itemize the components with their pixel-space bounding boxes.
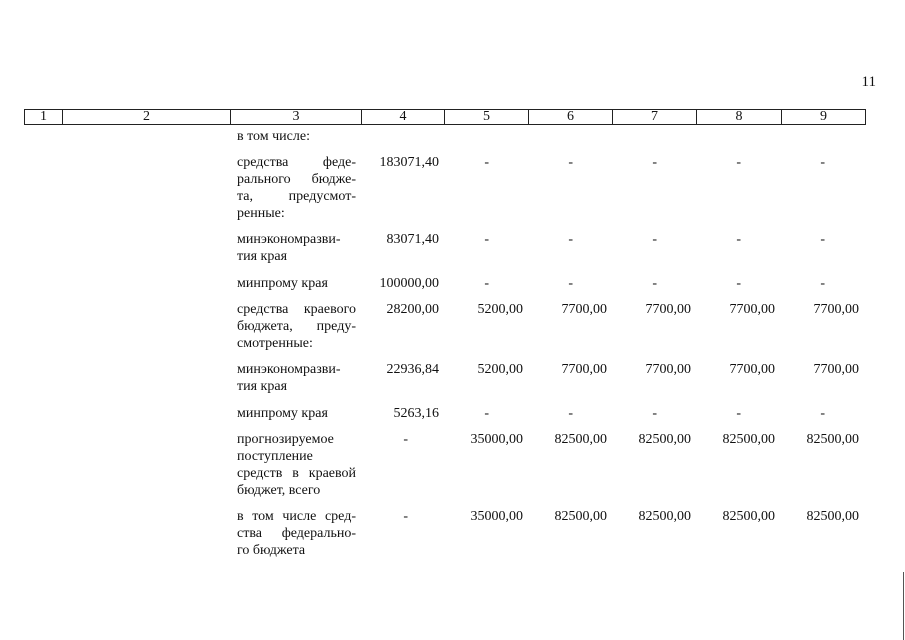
row-label-line: минэкономразви- [237, 362, 341, 377]
cell-col9: - [820, 155, 825, 170]
cell-col8: - [736, 232, 741, 247]
row-label [237, 405, 356, 422]
row-label [237, 431, 356, 499]
row-label-line: смотренные: [237, 336, 313, 351]
cell-col9: - [820, 406, 825, 421]
row-label-line: минпрому края [237, 276, 328, 291]
header-cell-1: 1 [25, 110, 63, 124]
row-label [237, 154, 356, 222]
cell-col9: 7700,00 [813, 362, 859, 377]
row-label-line: ства федерально- [237, 526, 356, 541]
cell-col7: - [652, 406, 657, 421]
cell-col4: - [403, 509, 408, 524]
cell-col6: - [568, 155, 573, 170]
cell-col4: 28200,00 [386, 302, 439, 317]
header-cell-6: 6 [529, 110, 613, 124]
row-label-line: средства краевого [237, 302, 356, 317]
row-label [237, 231, 356, 265]
row-label-line: минпрому края [237, 406, 328, 421]
cell-col6: - [568, 406, 573, 421]
row-label-line: прогнозируемое [237, 432, 334, 447]
cell-col5: 5200,00 [477, 362, 523, 377]
header-cell-5: 5 [445, 110, 529, 124]
cell-col7: 82500,00 [638, 432, 691, 447]
cell-col8: - [736, 155, 741, 170]
cell-col5: - [484, 406, 489, 421]
cell-col5: 35000,00 [470, 509, 523, 524]
row-label-line: тия края [237, 249, 288, 264]
header-cell-4: 4 [362, 110, 445, 124]
cell-col8: 82500,00 [722, 509, 775, 524]
cell-col5: - [484, 232, 489, 247]
row-label [237, 361, 356, 395]
header-cell-3: 3 [231, 110, 362, 124]
cell-col5: - [484, 155, 489, 170]
cell-col9: 82500,00 [806, 432, 859, 447]
cell-col4: - [403, 432, 408, 447]
cell-col5: 35000,00 [470, 432, 523, 447]
cell-col8: 82500,00 [722, 432, 775, 447]
row-label-line: рального бюдже- [237, 172, 356, 187]
row-label-line: поступление [237, 449, 313, 464]
cell-col9: 82500,00 [806, 509, 859, 524]
row-label-line: в том числе: [237, 129, 310, 144]
cell-col5: - [484, 276, 489, 291]
cell-col8: - [736, 276, 741, 291]
cell-col6: 7700,00 [561, 362, 607, 377]
header-cell-7: 7 [613, 110, 697, 124]
cell-col4: 183071,40 [379, 155, 439, 170]
cell-col7: - [652, 155, 657, 170]
row-label-line: тия края [237, 379, 288, 394]
cell-col4: 22936,84 [386, 362, 439, 377]
cell-col7: 7700,00 [645, 302, 691, 317]
row-label-line: средств в краевой [237, 466, 356, 481]
cell-col4: 5263,16 [393, 406, 439, 421]
row-label-line: го бюджета [237, 543, 306, 558]
cell-col6: - [568, 232, 573, 247]
row-label [237, 508, 356, 559]
row-label-line: ренные: [237, 206, 285, 221]
cell-col8: 7700,00 [729, 302, 775, 317]
cell-col9: - [820, 276, 825, 291]
row-label-line: бюджет, всего [237, 483, 321, 498]
cell-col6: 7700,00 [561, 302, 607, 317]
cell-col4: 83071,40 [386, 232, 439, 247]
cell-col6: 82500,00 [554, 432, 607, 447]
row-label-line: та, предусмот- [237, 189, 356, 204]
cell-col7: - [652, 276, 657, 291]
row-label-line: минэкономразви- [237, 232, 341, 247]
cell-col5: 5200,00 [477, 302, 523, 317]
row-label-line: средства феде- [237, 155, 356, 170]
cell-col8: 7700,00 [729, 362, 775, 377]
header-cell-2: 2 [63, 110, 231, 124]
page-number: 11 [861, 74, 876, 90]
row-label-line: бюджета, преду- [237, 319, 356, 334]
cell-col9: - [820, 232, 825, 247]
cell-col6: - [568, 276, 573, 291]
cell-col7: 82500,00 [638, 509, 691, 524]
row-label [237, 301, 356, 352]
header-cell-8: 8 [697, 110, 782, 124]
cell-col8: - [736, 406, 741, 421]
row-label-line: в том числе сред- [237, 509, 356, 524]
cell-col9: 7700,00 [813, 302, 859, 317]
cell-col7: - [652, 232, 657, 247]
cell-col4: 100000,00 [379, 276, 439, 291]
header-cell-9: 9 [820, 109, 827, 124]
cell-col7: 7700,00 [645, 362, 691, 377]
row-label [237, 275, 356, 292]
row-label [237, 128, 356, 145]
table-header-row [24, 109, 866, 125]
cell-col6: 82500,00 [554, 509, 607, 524]
scan-edge-line [903, 572, 904, 640]
